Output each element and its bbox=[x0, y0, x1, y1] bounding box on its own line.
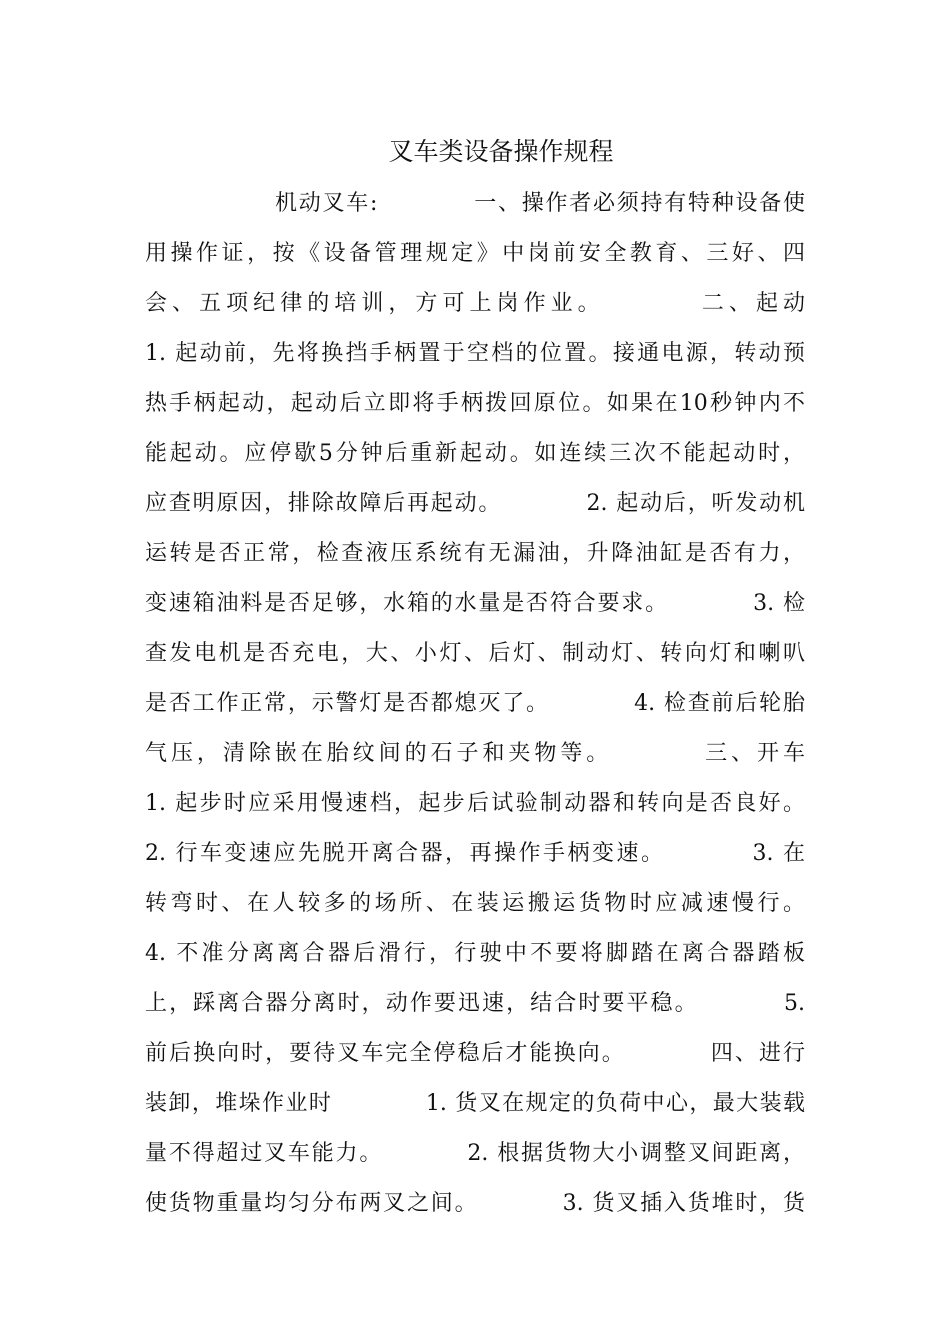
text-line: 会、五项纪律的培训，方可上岗作业。 二、起动 bbox=[145, 291, 805, 316]
text-line: 使货物重量均匀分布两叉之间。 3. 货叉插入货堆时，货 bbox=[145, 1191, 805, 1216]
text-line: 1. 起动前，先将换挡手柄置于空档的位置。接通电源，转动预 bbox=[145, 341, 805, 366]
text-line: 热手柄起动，起动后立即将手柄拨回原位。如果在10秒钟内不 bbox=[145, 391, 805, 416]
text-line: 量不得超过叉车能力。 2. 根据货物大小调整叉间距离， bbox=[145, 1141, 805, 1166]
text-line: 气压，清除嵌在胎纹间的石子和夹物等。 三、开车 bbox=[145, 741, 805, 766]
text-line: 运转是否正常，检查液压系统有无漏油，升降油缸是否有力， bbox=[145, 541, 805, 566]
text-line: 能起动。应停歇5分钟后重新起动。如连续三次不能起动时， bbox=[145, 441, 805, 466]
document-title: 叉车类设备操作规程 bbox=[388, 137, 614, 166]
text-line: 4. 不准分离离合器后滑行，行驶中不要将脚踏在离合器踏板 bbox=[145, 941, 805, 966]
text-line: 机动叉车: 一、操作者必须持有特种设备使 bbox=[275, 191, 805, 216]
text-line: 查发电机是否充电，大、小灯、后灯、制动灯、转向灯和喇叭 bbox=[145, 641, 805, 666]
text-line: 用操作证，按《设备管理规定》中岗前安全教育、三好、四 bbox=[145, 241, 805, 266]
text-line: 应查明原因，排除故障后再起动。 2. 起动后，听发动机 bbox=[145, 491, 805, 516]
text-line: 转弯时、在人较多的场所、在装运搬运货物时应减速慢行。 bbox=[145, 891, 805, 916]
text-line: 前后换向时，要待叉车完全停稳后才能换向。 四、进行 bbox=[145, 1041, 805, 1066]
text-line: 2. 行车变速应先脱开离合器，再操作手柄变速。 3. 在 bbox=[145, 841, 805, 866]
text-line: 变速箱油料是否足够，水箱的水量是否符合要求。 3. 检 bbox=[145, 591, 805, 616]
text-line: 上，踩离合器分离时，动作要迅速，结合时要平稳。 5. bbox=[145, 991, 805, 1016]
document-body bbox=[145, 179, 805, 1229]
text-line: 装卸，堆垛作业时 1. 货叉在规定的负荷中心，最大装载 bbox=[145, 1091, 805, 1116]
text-line: 是否工作正常，示警灯是否都熄灭了。 4. 检查前后轮胎 bbox=[145, 691, 805, 716]
text-line: 1. 起步时应采用慢速档，起步后试验制动器和转向是否良好。 bbox=[145, 791, 805, 816]
